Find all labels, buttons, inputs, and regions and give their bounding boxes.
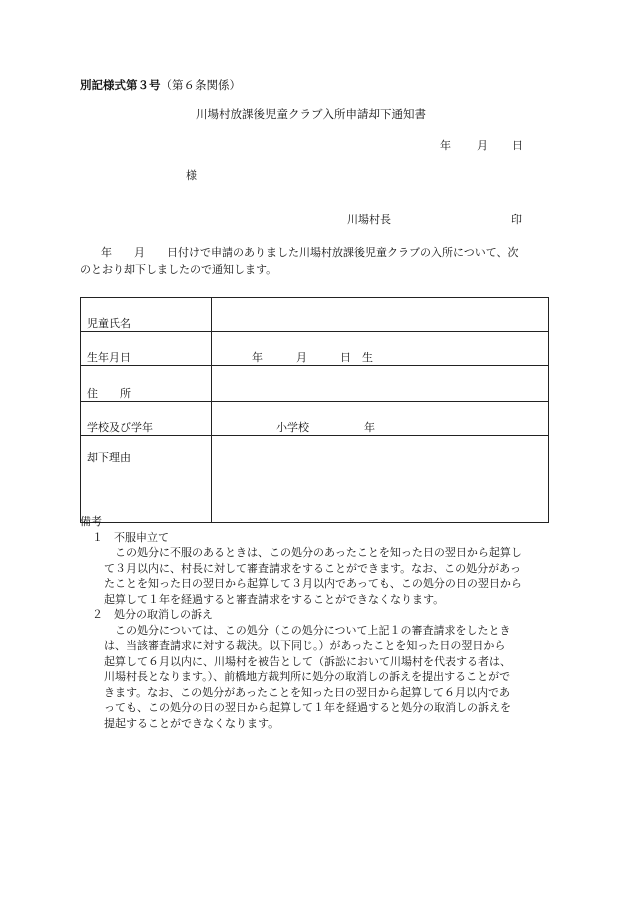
row-value-school: [212, 402, 549, 436]
form-number-bold: 別記様式第３号: [80, 78, 161, 92]
school-value: 小学校 年: [276, 421, 375, 434]
document-title: 川場村放課後児童クラブ入所申請却下通知書: [196, 107, 426, 121]
date-month: 月: [477, 139, 488, 152]
date-year: 年: [440, 139, 451, 152]
row-label-address: 住 所: [81, 366, 212, 402]
remarks-item-2-line: きます。なお、この処分があったことを知った日の翌日から起算して６月以内であ: [104, 685, 511, 699]
row-label-child-name: 児童氏名: [81, 298, 212, 332]
notice-body-line: 年 月 日付けで申請のありました川場村放課後児童クラブの入所について、次: [101, 246, 519, 259]
date-line: [440, 140, 523, 151]
remarks-item-2-line: っても、この処分の日の翌日から起算して１年を経過すると処分の取消しの訴えを: [104, 701, 511, 714]
addressee-honorific: 様: [186, 169, 197, 182]
table-row: [81, 298, 549, 332]
remarks-item-1-line: たことを知った日の翌日から起算して３月以内であっても、この処分の日の翌日から: [104, 577, 522, 590]
remarks-item-2-heading: ２ 処分の取消しの訴え: [92, 608, 213, 621]
form-number-reference: （第６条関係）: [160, 78, 241, 92]
row-value-address: [212, 366, 549, 402]
row-value-child-name: [212, 298, 549, 332]
remarks-item-1-line: 起算して１年を経過すると審査請求をすることができなくなります。: [104, 592, 445, 606]
applicant-info-table: [80, 297, 549, 523]
remarks-item-1-heading: １ 不服申立て: [92, 530, 169, 544]
row-value-birthdate: [212, 332, 549, 366]
remarks-item-2-line: 川場村長となります。）、前橋地方裁判所に処分の取消しの訴えを提出することがで: [104, 670, 511, 683]
row-label-birthdate: 生年月日: [81, 332, 212, 366]
table-row: [81, 332, 549, 366]
table-row: [81, 366, 549, 402]
table-row: [81, 402, 549, 436]
table-row: [81, 436, 549, 523]
notice-body: [80, 245, 550, 278]
remarks-item-2-line: 提起することができなくなります。: [104, 716, 280, 730]
form-number: [80, 80, 241, 92]
remarks-item-2-line: 起算して６月以内に、川場村を被告として（訴訟において川場村を代表する者は、: [104, 654, 511, 668]
row-label-school: 学校及び学年: [81, 402, 212, 436]
remarks-heading: 備考: [80, 515, 102, 528]
row-label-rejection-reason: 却下理由: [81, 436, 212, 523]
remarks-item-1-line: て３月以内に、村長に対して審査請求をすることができます。なお、この処分があっ: [104, 561, 522, 575]
birthdate-value: 年 月 日 生: [252, 351, 373, 364]
remarks-item-2-line: この処分については、この処分（この処分について上記１の審査請求をしたとき: [104, 623, 511, 637]
issuer-name: 川場村長: [347, 213, 391, 226]
seal-mark: 印: [511, 213, 522, 226]
remarks-section: [80, 514, 550, 731]
row-value-rejection-reason: [212, 436, 549, 523]
notice-body-line: のとおり却下しましたので通知します。: [80, 262, 278, 276]
date-day: 日: [512, 139, 523, 152]
remarks-item-1-line: この処分に不服のあるときは、この処分のあったことを知った日の翌日から起算し: [104, 546, 522, 559]
remarks-item-2-line: は、当該審査請求に対する裁決。以下同じ。）があったことを知った日の翌日から: [104, 639, 506, 652]
